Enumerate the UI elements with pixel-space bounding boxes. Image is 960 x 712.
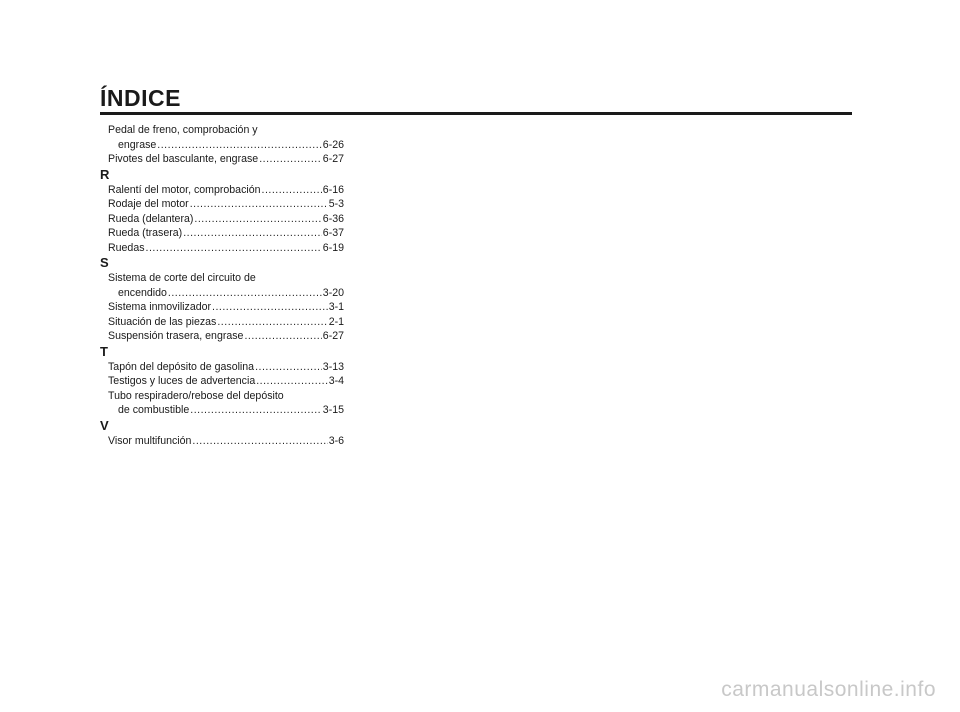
index-entry-text: de combustible [118,404,190,416]
index-entry [100,360,344,375]
index-entry-line [108,226,344,241]
dot-leader [157,138,322,153]
dot-leader [192,434,327,449]
index-entry-text: engrase [118,138,157,151]
index-entry-text: Tubo respiradero/rebose del depósito [108,389,284,402]
index-entry-page: 3-15 [322,404,344,416]
index-group [100,418,344,449]
index-letter-heading: S [100,255,109,270]
index-entry [100,300,344,315]
index-group [100,255,344,344]
index-entry [100,434,344,449]
index-entry-line [108,183,344,198]
index-entry-page: 5-3 [328,198,344,210]
index-entry [100,226,344,241]
dot-leader [190,197,328,212]
index-entry [100,183,344,198]
index-entry-page: 6-27 [322,330,344,342]
index-entry-line [108,123,344,138]
index-entry-line [108,300,344,315]
dot-leader [168,286,322,301]
index-entry-page: 6-37 [322,227,344,239]
index-entry-text: Ralentí del motor, comprobación [108,183,261,196]
index-letter-heading: V [100,417,109,433]
index-entry-text: encendido [118,286,167,299]
index-entry [100,241,344,256]
index-entry-page: 3-1 [328,301,344,313]
index-entry-line [108,389,344,404]
page-title: ÍNDICE [100,85,181,111]
index-entry-page: 6-19 [322,241,344,254]
index-group [100,167,344,256]
index-entry [100,329,344,344]
index-entry-text: Pivotes del basculante, engrase [108,153,259,165]
dot-leader [262,183,322,198]
index-entry [100,315,344,330]
dot-leader [190,403,322,418]
index-entry-line [108,241,344,256]
index-letter-heading: T [100,343,108,359]
index-entry-page: 6-26 [322,138,344,151]
dot-leader [183,226,322,241]
index-entry-text: Tapón del depósito de gasolina [108,360,255,373]
index-column [100,123,344,448]
dot-leader [194,212,321,227]
index-entry-text: Sistema inmovilizador [108,301,212,313]
dot-leader [259,152,322,167]
index-entry-line [108,374,344,389]
index-entry [100,152,344,167]
index-entry-line [108,286,344,301]
index-entry [100,374,344,389]
index-entry-text: Rodaje del motor [108,198,189,210]
index-entry-page: 6-36 [322,212,344,225]
index-entry-page: 6-27 [322,153,344,165]
index-entry-text: Rueda (trasera) [108,227,183,239]
index-entry-page: 3-4 [328,375,344,387]
index-entry-line [108,403,344,418]
index-entry-line [108,315,344,330]
watermark: carmanualsonline.info [721,678,936,701]
index-entry-line [108,138,344,153]
dot-leader [217,315,327,330]
index-entry-line [108,360,344,375]
index-letter-heading: R [100,166,110,182]
index-entry-text: Ruedas [108,241,145,254]
title-rule [100,112,852,115]
index-entry [100,271,344,300]
dot-leader [244,329,321,344]
index-entry [100,389,344,418]
index-entry-line [108,434,344,449]
index-entry [100,197,344,212]
index-entry-text: Rueda (delantera) [108,212,194,225]
index-entry-page: 3-13 [322,360,344,373]
index-entry [100,123,344,152]
index-group [100,123,344,167]
dot-leader [255,360,322,375]
dot-leader [212,300,328,315]
index-entry-page: 6-16 [322,183,344,196]
index-entry-text: Situación de las piezas [108,315,217,328]
index-entry-text: Sistema de corte del circuito de [108,272,256,284]
index-entry-line [108,329,344,344]
index-entry-page: 2-1 [328,315,344,328]
index-entry [100,212,344,227]
index-entry-page: 3-20 [322,286,344,299]
index-entry-line [108,271,344,286]
index-entry-text: Suspensión trasera, engrase [108,330,244,342]
index-entry-line [108,212,344,227]
index-group [100,344,344,418]
dot-leader [256,374,327,389]
index-entry-line [108,152,344,167]
index-entry-text: Pedal de freno, comprobación y [108,124,258,136]
index-entry-page: 3-6 [328,434,344,447]
index-entry-line [108,197,344,212]
dot-leader [146,241,322,256]
index-entry-text: Visor multifunción [108,434,192,447]
index-entry-text: Testigos y luces de advertencia [108,375,256,387]
